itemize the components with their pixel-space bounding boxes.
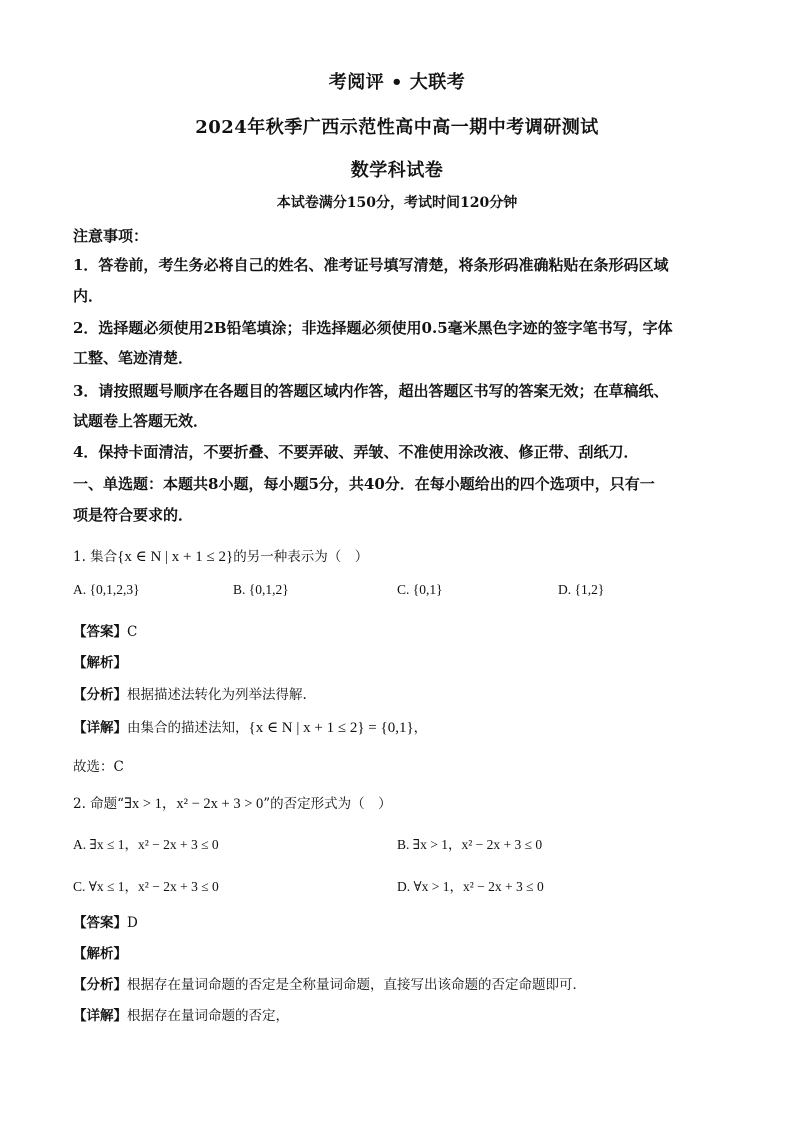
- q1-option-c: C. {0,1}: [397, 582, 443, 597]
- q2-option-d: D. ∀x > 1，x² − 2x + 3 ≤ 0: [397, 879, 544, 894]
- exam-main-title: 2024年秋季广西示范性高中高一期中考调研测试: [195, 117, 599, 138]
- notice-item-3b: 试题卷上答题无效．: [73, 412, 209, 430]
- q2-fenxi-tag: 【分析】: [73, 977, 127, 993]
- q2-answer-value: D: [127, 915, 138, 931]
- q1-set: {x ∈ N | x + 1 ≤ 2}: [117, 549, 234, 565]
- q2-fenxi: [73, 973, 723, 993]
- exam-subject-title: 数学科试卷: [350, 160, 444, 181]
- q1-fenxi-tag: 【分析】: [73, 687, 127, 703]
- q1-fenxi: [73, 683, 723, 703]
- notice-item-2b: 工整、笔迹清楚．: [73, 349, 194, 367]
- q2-xiangjie: [73, 1004, 723, 1024]
- q2-fenxi-text: 根据存在量词命题的否定是全称量词命题，直接写出该命题的否定命题即可．: [127, 977, 586, 993]
- q1-option-d: D. {1,2}: [558, 582, 605, 597]
- q2-option-b: B. ∃x > 1，x² − 2x + 3 ≤ 0: [397, 837, 543, 852]
- q1-xiangjie-suffix: ，: [413, 720, 428, 736]
- notice-item-4: 4．保持卡面清洁，不要折叠、不要弄破、弄皱、不准使用涂改液、修正带、刮纸刀．: [73, 443, 639, 461]
- notice-item-3a: 3．请按照题号顺序在各题目的答题区域内作答，超出答题区书写的答案无效；在草稿纸、: [73, 382, 669, 400]
- notice-item-2a: 2．选择题必须使用2B铅笔填涂；非选择题必须使用0.5毫米黑色字迹的签字笔书写，字体: [73, 319, 673, 337]
- section-1-heading-b: 项是符合要求的．: [73, 506, 194, 524]
- notice-heading: 注意事项：: [73, 227, 149, 245]
- q2-prefix: 2. 命题“: [73, 796, 125, 812]
- q2-answer: [73, 911, 723, 931]
- q1-analysis-tag: 【解析】: [73, 655, 127, 671]
- q2-xiangjie-text: 根据存在量词命题的否定，: [127, 1008, 289, 1024]
- q1-answer-value: C: [127, 624, 138, 640]
- q1-answer: [73, 620, 723, 640]
- q1-option-a: A. {0,1,2,3}: [73, 582, 140, 597]
- q2-analysis-tag: 【解析】: [73, 946, 127, 962]
- q1-fenxi-text: 根据描述法转化为列举法得解.: [127, 687, 307, 703]
- q2-answer-tag: 【答案】: [73, 915, 127, 931]
- q2-proposition: ∃x > 1，x² − 2x + 3 > 0: [124, 796, 264, 812]
- q1-stem: [73, 545, 723, 566]
- q2-stem: [73, 792, 723, 813]
- q2-option-a: A. ∃x ≤ 1，x² − 2x + 3 ≤ 0: [73, 837, 219, 852]
- q1-answer-tag: 【答案】: [73, 624, 127, 640]
- q2-option-c: C. ∀x ≤ 1，x² − 2x + 3 ≤ 0: [73, 879, 219, 894]
- q1-choose: 故选：C: [73, 759, 124, 775]
- q1-option-b: B. {0,1,2}: [233, 582, 289, 597]
- exam-time-info: 本试卷满分150分，考试时间120分钟: [276, 195, 518, 211]
- q2-xiangjie-tag: 【详解】: [73, 1008, 127, 1024]
- section-1-heading-a: 一、单选题：本题共8小题，每小题5分，共40分．在每小题给出的四个选项中，只有一: [73, 475, 655, 493]
- q2-suffix: ”的否定形式为（ ）: [263, 796, 392, 812]
- q1-xiangjie: [73, 716, 723, 737]
- q1-xiangjie-prefix: 由集合的描述法知，: [127, 720, 249, 736]
- q1-xiangjie-tag: 【详解】: [73, 720, 127, 736]
- q1-suffix: 的另一种表示为（ ）: [233, 549, 369, 565]
- notice-item-1b: 内．: [73, 287, 104, 305]
- q1-xiangjie-math: {x ∈ N | x + 1 ≤ 2} = {0,1}: [248, 720, 414, 736]
- notice-item-1a: 1．答卷前，考生务必将自己的姓名、准考证号填写清楚，将条形码准确粘贴在条形码区域: [73, 256, 669, 274]
- q1-prefix: 1. 集合: [73, 549, 118, 565]
- exam-brand-title: 考阅评 • 大联考: [328, 72, 466, 93]
